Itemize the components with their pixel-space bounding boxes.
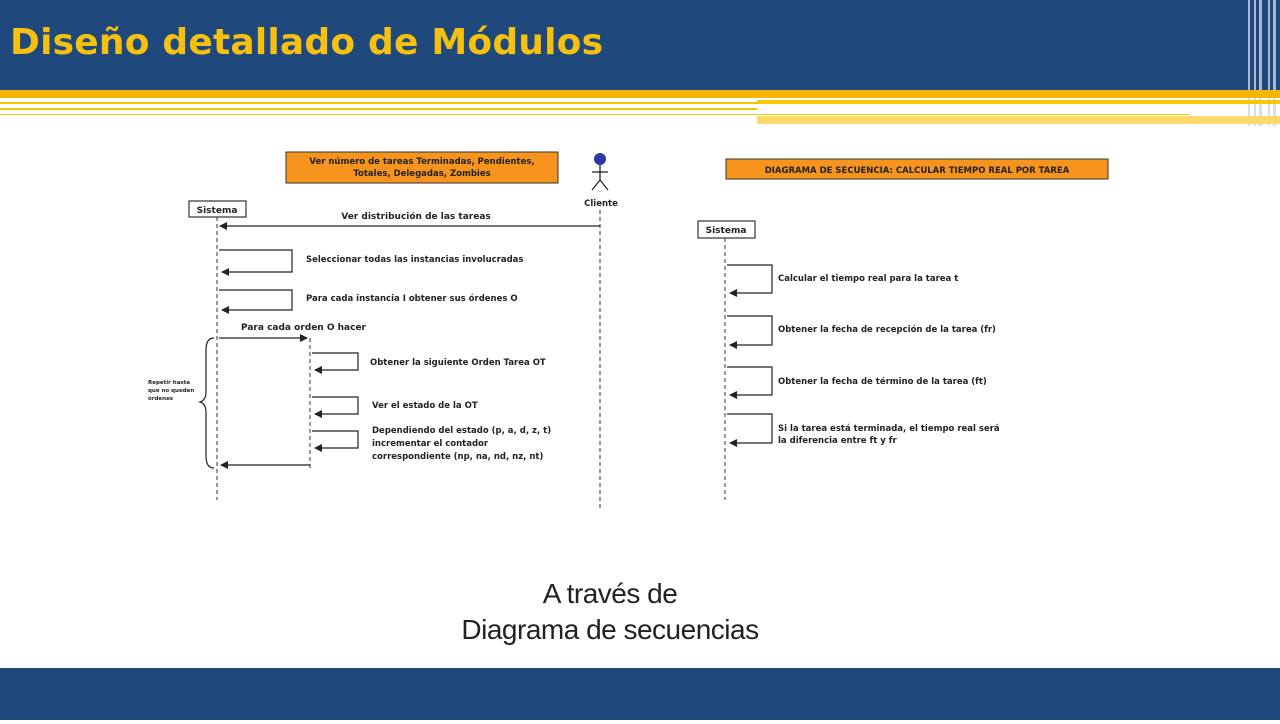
msg-end-arrow xyxy=(727,367,772,395)
msg-calc-label: Calcular el tiempo real para la tarea t xyxy=(778,274,959,284)
msg-per-instance-label: Para cada instancia I obtener sus órdenes O xyxy=(306,294,518,304)
msg-next-order-arrow xyxy=(312,353,358,370)
msg-calc-arrow xyxy=(727,265,772,293)
msg-depend-line2: incrementar el contador xyxy=(372,439,489,449)
loop-brace xyxy=(200,338,214,468)
footer-bar xyxy=(0,668,1280,720)
msg-depend-line1: Dependiendo del estado (p, a, d, z, t) xyxy=(372,426,552,436)
right-sequence-diagram xyxy=(698,159,1108,500)
right-actor-sistema-label: Sistema xyxy=(705,226,747,236)
loop-label-line2: que no queden xyxy=(148,388,195,394)
slide-title: Diseño detallado de Módulos xyxy=(10,22,604,63)
msg-select-arrow xyxy=(219,250,292,272)
msg-depend-line3: correspondiente (np, na, nd, nz, nt) xyxy=(372,452,544,462)
msg-per-instance-arrow xyxy=(219,290,292,310)
loop-label-line3: órdenes xyxy=(148,396,174,402)
msg-reception-label: Obtener la fecha de recepción de la tarea (fr) xyxy=(778,325,996,335)
msg-if-arrow xyxy=(727,414,772,443)
caption-line2: Diagrama de secuencias xyxy=(461,614,759,645)
msg-state-label: Ver el estado de la OT xyxy=(372,401,478,411)
caption-line1: A través de xyxy=(542,578,678,609)
msg-select-label: Seleccionar todas las instancias involucradas xyxy=(306,255,524,265)
left-note-line1: Ver número de tareas Terminadas, Pendientes, xyxy=(309,157,535,167)
actor-cliente-icon xyxy=(592,153,608,190)
left-note-line2: Totales, Delegadas, Zombies xyxy=(353,169,491,179)
loop-label-line1: Repetir hasta xyxy=(148,380,191,386)
msg-per-order-label: Para cada orden O hacer xyxy=(241,323,366,333)
msg-end-label: Obtener la fecha de término de la tarea (ft) xyxy=(778,377,987,387)
msg-if-line2: la diferencia entre ft y fr xyxy=(778,436,897,446)
msg-reception-arrow xyxy=(727,316,772,345)
actor-sistema-label: Sistema xyxy=(196,206,238,216)
msg-state-arrow xyxy=(312,397,358,414)
msg-if-line1: Si la tarea está terminada, el tiempo real será xyxy=(778,424,1000,434)
msg-depend-arrow xyxy=(312,431,358,448)
right-heading: DIAGRAMA DE SECUENCIA: CALCULAR TIEMPO REAL POR TAREA xyxy=(764,166,1070,176)
msg-next-order-label: Obtener la siguiente Orden Tarea OT xyxy=(370,358,546,368)
msg-distribution-label: Ver distribución de las tareas xyxy=(341,212,491,222)
actor-cliente-label: Cliente xyxy=(584,199,618,209)
left-sequence-diagram xyxy=(148,152,618,508)
slide-caption xyxy=(380,576,840,648)
